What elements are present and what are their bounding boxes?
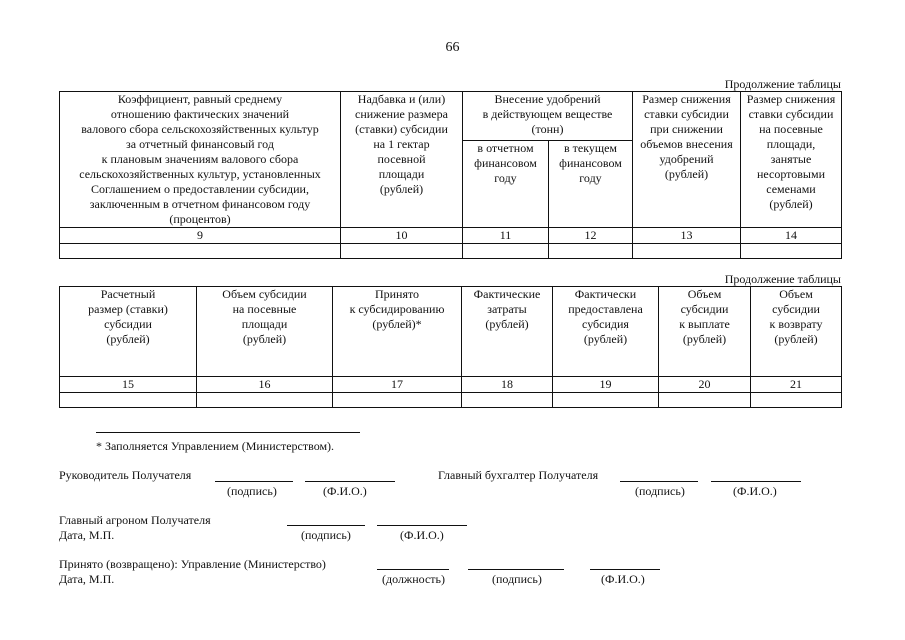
accepted-position-caption: (должность) <box>382 572 445 586</box>
t2-num-16: 16 <box>197 377 333 393</box>
t1-number-row <box>60 228 842 244</box>
t1-empty-row <box>60 244 842 259</box>
agronomist-signature-caption: (подпись) <box>301 528 351 542</box>
table-2 <box>59 286 842 408</box>
accountant-name-caption: (Ф.И.О.) <box>733 484 777 498</box>
agronomist-signature-line[interactable] <box>287 525 365 526</box>
t2-header-col19: Фактически предоставлена субсидия (рублей) <box>553 287 659 377</box>
t2-num-21: 21 <box>751 377 842 393</box>
t2-header-col20: Объем субсидии к выплате (рублей) <box>659 287 751 377</box>
head-signature-line[interactable] <box>215 481 293 482</box>
t1-num-10: 10 <box>341 228 463 244</box>
t1-num-9: 9 <box>60 228 341 244</box>
t1-cell <box>633 244 741 259</box>
t2-cell <box>462 393 553 408</box>
t2-num-18: 18 <box>462 377 553 393</box>
t1-header-col12: в текущем финансовом году <box>549 140 633 227</box>
footnote-divider <box>96 432 360 433</box>
table-1 <box>59 91 842 259</box>
t1-cell <box>341 244 463 259</box>
t2-cell <box>659 393 751 408</box>
chief-accountant-label: Главный бухгалтер Получателя <box>438 468 599 482</box>
t2-number-row <box>60 377 842 393</box>
accountant-signature-caption: (подпись) <box>635 484 685 498</box>
head-name-caption: (Ф.И.О.) <box>323 484 367 498</box>
t2-header-col21: Объем субсидии к возврату (рублей) <box>751 287 842 377</box>
t1-header-col14: Размер снижения ставки субсидии на посевные площади, занятые несортовыми семенами (рублей) <box>741 92 842 228</box>
t2-cell <box>60 393 197 408</box>
t2-num-17: 17 <box>333 377 462 393</box>
t1-cell <box>741 244 842 259</box>
t2-cell <box>553 393 659 408</box>
footnote: * Заполняется Управлением (Министерством). <box>96 439 335 453</box>
t2-cell <box>197 393 333 408</box>
continuation-label-2: Продолжение таблицы <box>724 272 841 286</box>
agronomist-name-line[interactable] <box>377 525 467 526</box>
t1-num-13: 13 <box>633 228 741 244</box>
accepted-signature-line[interactable] <box>468 569 564 570</box>
t1-header-fertilizer-group: Внесение удобрений в действующем веществе (тонн) <box>463 92 633 141</box>
t1-cell <box>463 244 549 259</box>
page-number: 66 <box>445 40 460 55</box>
t1-num-12: 12 <box>549 228 633 244</box>
t2-cell <box>333 393 462 408</box>
t1-header-col11: в отчетном финансовом году <box>463 140 549 227</box>
accountant-signature-line[interactable] <box>620 481 698 482</box>
t2-num-19: 19 <box>553 377 659 393</box>
t2-header-col18: Фактические затраты (рублей) <box>462 287 553 377</box>
t1-cell <box>549 244 633 259</box>
accepted-signature-caption: (подпись) <box>492 572 542 586</box>
t1-header-col9: Коэффициент, равный среднему отношению фактических значений валового сбора сельскохозяйственных культур за отчетный финансовый год к плановым значениям валового сбора сельскохозяйственных культур, установленных Соглашением о предоставлении субсидии, заключенным в отчетном финансовом году (процентов) <box>60 92 341 228</box>
continuation-label-1: Продолжение таблицы <box>724 77 841 91</box>
t1-cell <box>60 244 341 259</box>
t2-header-col15: Расчетный размер (ставки) субсидии (рублей) <box>60 287 197 377</box>
t2-num-20: 20 <box>659 377 751 393</box>
accepted-name-line[interactable] <box>590 569 660 570</box>
accepted-position-line[interactable] <box>377 569 449 570</box>
chief-agronomist-label: Главный агроном Получателя <box>59 513 211 527</box>
head-recipient-label: Руководитель Получателя <box>59 468 192 482</box>
t1-num-14: 14 <box>741 228 842 244</box>
t2-empty-row <box>60 393 842 408</box>
accountant-name-line[interactable] <box>711 481 801 482</box>
accepted-date-stamp: Дата, М.П. <box>59 572 115 586</box>
head-name-line[interactable] <box>305 481 395 482</box>
accepted-name-caption: (Ф.И.О.) <box>601 572 645 586</box>
agronomist-name-caption: (Ф.И.О.) <box>400 528 444 542</box>
t2-num-15: 15 <box>60 377 197 393</box>
accepted-label: Принято (возвращено): Управление (Министерство) <box>59 557 326 571</box>
agronomist-date-stamp: Дата, М.П. <box>59 528 115 542</box>
t2-header-col16: Объем субсидии на посевные площади (рублей) <box>197 287 333 377</box>
t1-num-11: 11 <box>463 228 549 244</box>
t1-header-col10: Надбавка и (или) снижение размера (ставки) субсидии на 1 гектар посевной площади (рублей) <box>341 92 463 228</box>
head-signature-caption: (подпись) <box>227 484 277 498</box>
t2-cell <box>751 393 842 408</box>
t1-header-col13: Размер снижения ставки субсидии при снижении объемов внесения удобрений (рублей) <box>633 92 741 228</box>
t2-header-col17: Принято к субсидированию (рублей)* <box>333 287 462 377</box>
